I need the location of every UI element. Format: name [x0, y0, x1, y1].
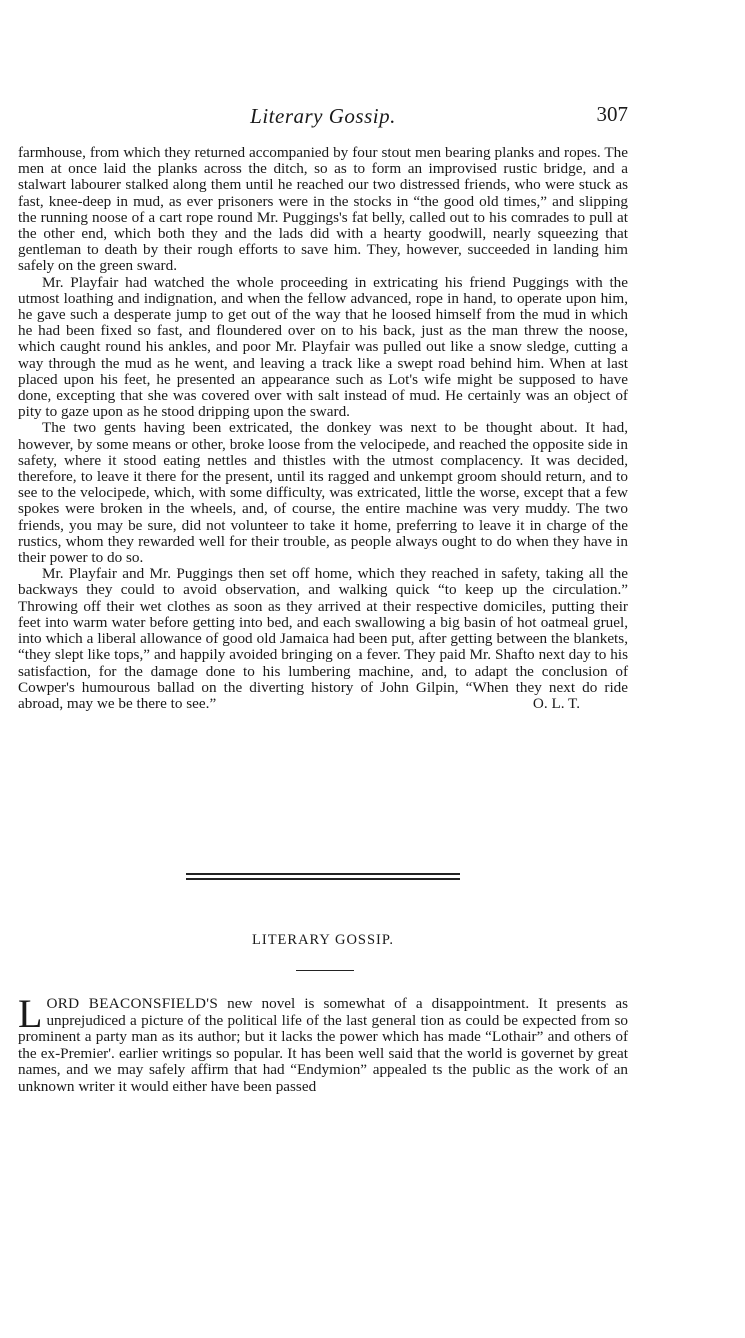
author-signature: O. L. T.	[532, 695, 580, 713]
article-paragraph-body: new novel is somewhat of a disappointment. It presents as unprejudiced a picture of the political life of the last general tion as could be expected from so prominent a party man as its author; but it lacks the power which has made “Lothair” and others of the ex-Premier'. earlier writings so popular. It has been well said that the world is governet by great names, and we may safely affirm that had “Endymion” appealed ts the public as the work of an unknown writer it would either have been passed	[18, 995, 629, 1095]
story-paragraph-1: farmhouse, from which they returned accompanied by four stout men bearing planks and ropes. The men at once laid the planks across the ditch, so as to form an improvised rustic bridge, and a stalwart labourer stalked along them until he reached our two distressed friends, who were stuck as fast, knee-deep in mud, as ever prisoners were in the stocks in “the good old times,” and slipping the running noose of a cart rope round Mr. Puggings's fat belly, called out to his comrades to pull at the other end, which both they and the lads did with a hearty goodwill, nearly squeezing that gentleman to death by their rough efforts to save him. They, however, succeeded in landing him safely on the green sward.	[18, 144, 628, 275]
heading-rule	[296, 970, 354, 971]
article-paragraph	[18, 991, 629, 1096]
page-number: 307	[596, 102, 628, 126]
drop-cap: L	[18, 991, 43, 1036]
section-divider	[186, 873, 460, 882]
story-text	[18, 145, 628, 712]
article-text	[18, 991, 629, 1096]
section-heading: LITERARY GOSSIP.	[252, 932, 394, 948]
story-paragraph-2: Mr. Playfair had watched the whole proceeding in extricating his friend Puggings with the utmost loathing and indignation, and when the fellow advanced, rope in hand, to operate upon him, he gave such a desperate jump to get out of the way that he loosed himself from the mud in which he had been fixed so fast, and floundered over on to his back, just as the man threw the noose, which caught round his ankles, and poor Mr. Playfair was pulled out like a snow sledge, cutting a way through the mud as he went, and leaving a track like a swept road behind him. When at last placed upon his feet, he presented an appearance such as Lot's wife might be supposed to have done, excepting that she was covered over with salt instead of mud. He certainly was an object of pity to gaze upon as he stood dripping upon the sward.	[18, 273, 628, 421]
running-title: Literary Gossip.	[250, 104, 396, 128]
story-paragraph-4: Mr. Playfair and Mr. Puggings then set off home, which they reached in safety, taking all the backways they could to avoid observation, and walking quick “to keep up the circulation.” Throwing off their wet clothes as soon as they arrived at their respective domiciles, putting their feet into warm water before getting into bed, and each swallowing a big basin of hot oatmeal gruel, into which a liberal allowance of good old Jamaica had been put, after getting between the blankets, “they slept like tops,” and happily avoided bringing on a fever. They paid Mr. Shafto next day to his satisfaction, for the damage done to his lumbering machine, and, to adapt the conclusion of Cowper's humourous ballad on the diverting history of John Gilpin, “When they next do ride abroad, may we be there to see.”	[18, 565, 628, 712]
running-head	[18, 98, 628, 134]
story-paragraph-3: The two gents having been extricated, the donkey was next to be thought about. It had, however, by some means or other, broke loose from the velocipede, and reached the opposite side in safety, where it stood eating nettles and thistles with the utmost complacency. It was decided, therefore, to leave it there for the present, until its ragged and unkempt groom should return, and to see to the velocipede, which, with some difficulty, was extricated, little the worse, except that a few spokes were broken in the wheels, and, of course, the entire machine was very muddy. The two friends, you may be sure, did not volunteer to take it home, preferring to leave it in charge of the rustics, whom they rewarded well for their trouble, as people always ought to do when they have in their power to do so.	[18, 419, 628, 567]
lead-words: ORD BEACONSFIELD'S	[46, 995, 219, 1012]
